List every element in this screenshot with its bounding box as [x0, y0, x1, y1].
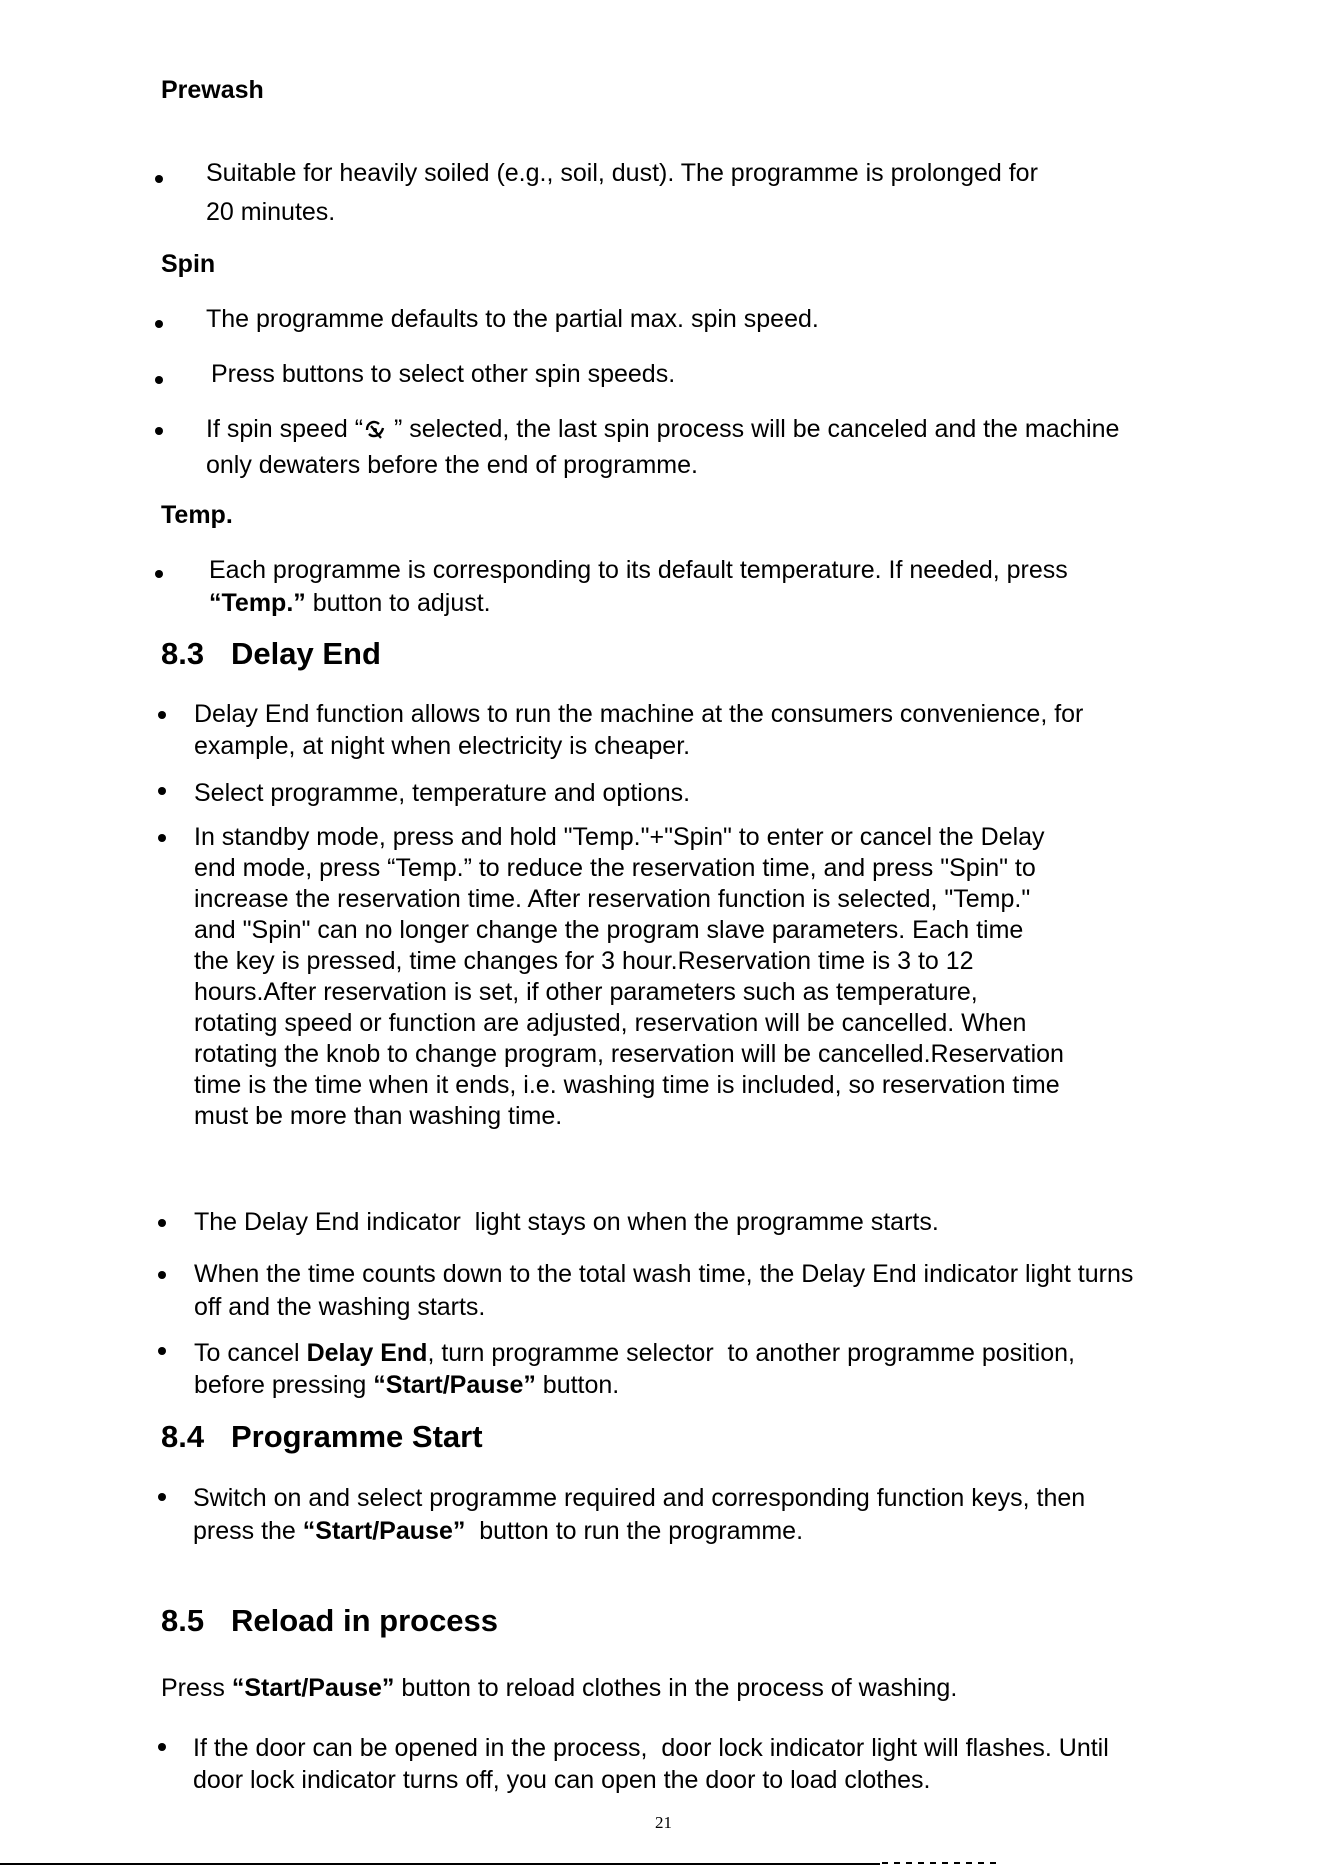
bullet-dot	[158, 834, 166, 842]
prewash-bullet-1-line-1: Suitable for heavily soiled (e.g., soil, dust). The programme is prolonged for	[206, 159, 1038, 187]
delay-bullet-3-line-6: hours.After reservation is set, if other parameters such as temperature,	[194, 978, 978, 1006]
footer-rule	[0, 1863, 880, 1865]
spin-bullet-1: The programme defaults to the partial max. spin speed.	[206, 305, 819, 333]
bullet-dot	[158, 1493, 166, 1501]
bullet-dot	[155, 175, 163, 183]
delay-bullet-4: The Delay End indicator light stays on when the programme starts.	[194, 1208, 939, 1236]
reload-paragraph: Press “Start/Pause” button to reload clothes in the process of washing.	[161, 1674, 958, 1702]
delay-bullet-3-line-4: and "Spin" can no longer change the program slave parameters. Each time	[194, 916, 1024, 944]
delay-bullet-6-line-1: To cancel Delay End, turn programme selector to another programme position,	[194, 1339, 1075, 1367]
bullet-dot	[155, 376, 163, 384]
delay-bullet-3-line-7: rotating speed or function are adjusted, reservation will be cancelled. When	[194, 1009, 1027, 1037]
bullet-dot	[158, 787, 166, 795]
delay-bullet-2: Select programme, temperature and options.	[194, 779, 691, 807]
delay-bullet-3-line-10: must be more than washing time.	[194, 1102, 563, 1130]
delay-bullet-3-line-1: In standby mode, press and hold "Temp."+"Spin" to enter or cancel the Delay	[194, 823, 1045, 851]
delay-bullet-3-line-2: end mode, press “Temp.” to reduce the reservation time, and press "Spin" to	[194, 854, 1036, 882]
bullet-dot	[155, 320, 163, 328]
delay-bullet-3-line-3: increase the reservation time. After reservation function is selected, "Temp."	[194, 885, 1031, 913]
delay-bullet-1-line-2: example, at night when electricity is cheaper.	[194, 732, 691, 760]
bullet-dot	[155, 570, 163, 578]
start-bullet-1-line-1: Switch on and select programme required and corresponding function keys, then	[193, 1484, 1086, 1512]
bullet-dot	[158, 1219, 166, 1227]
start-bullet-1-line-2: press the “Start/Pause” button to run the programme.	[193, 1517, 804, 1545]
delay-bullet-3-line-5: the key is pressed, time changes for 3 hour.Reservation time is 3 to 12	[194, 947, 974, 975]
temp-bullet-1-line-1: Each programme is corresponding to its default temperature. If needed, press	[209, 556, 1068, 584]
temp-bullet-1-line-2: “Temp.” button to adjust.	[209, 589, 491, 617]
spin-bullet-3-line-1: If spin speed “ ” selected, the last spin process will be canceled and the machine	[206, 415, 1120, 443]
page-number: 21	[655, 1813, 672, 1832]
bullet-dot	[158, 1347, 166, 1355]
footer-rule-dashed	[882, 1862, 1002, 1864]
heading-prewash: Prewash	[161, 76, 264, 104]
bullet-dot	[158, 711, 166, 719]
section-heading-8-4: 8.4 Programme Start	[161, 1419, 483, 1454]
spin-bullet-3-line-2: only dewaters before the end of programme.	[206, 451, 698, 479]
bullet-dot	[158, 1271, 166, 1279]
spin-bullet-2: Press buttons to select other spin speeds.	[211, 360, 676, 388]
heading-temp: Temp.	[161, 501, 233, 529]
prewash-bullet-1-line-2: 20 minutes.	[206, 198, 336, 226]
delay-bullet-5-line-1: When the time counts down to the total wash time, the Delay End indicator light turns	[194, 1260, 1134, 1288]
bullet-dot	[155, 427, 163, 435]
delay-bullet-6-line-2: before pressing “Start/Pause” button.	[194, 1371, 620, 1399]
bullet-dot	[158, 1743, 166, 1751]
section-heading-8-3: 8.3 Delay End	[161, 636, 381, 671]
no-spin-icon	[363, 416, 387, 440]
reload-bullet-1-line-2: door lock indicator turns off, you can open the door to load clothes.	[193, 1766, 931, 1794]
reload-bullet-1-line-1: If the door can be opened in the process, door lock indicator light will flashes. Until	[193, 1734, 1109, 1762]
delay-bullet-1-line-1: Delay End function allows to run the machine at the consumers convenience, for	[194, 700, 1084, 728]
delay-bullet-3-line-8: rotating the knob to change program, reservation will be cancelled.Reservation	[194, 1040, 1064, 1068]
delay-bullet-5-line-2: off and the washing starts.	[194, 1293, 486, 1321]
delay-bullet-3-line-9: time is the time when it ends, i.e. washing time is included, so reservation time	[194, 1071, 1060, 1099]
section-heading-8-5: 8.5 Reload in process	[161, 1603, 499, 1638]
heading-spin: Spin	[161, 250, 216, 278]
